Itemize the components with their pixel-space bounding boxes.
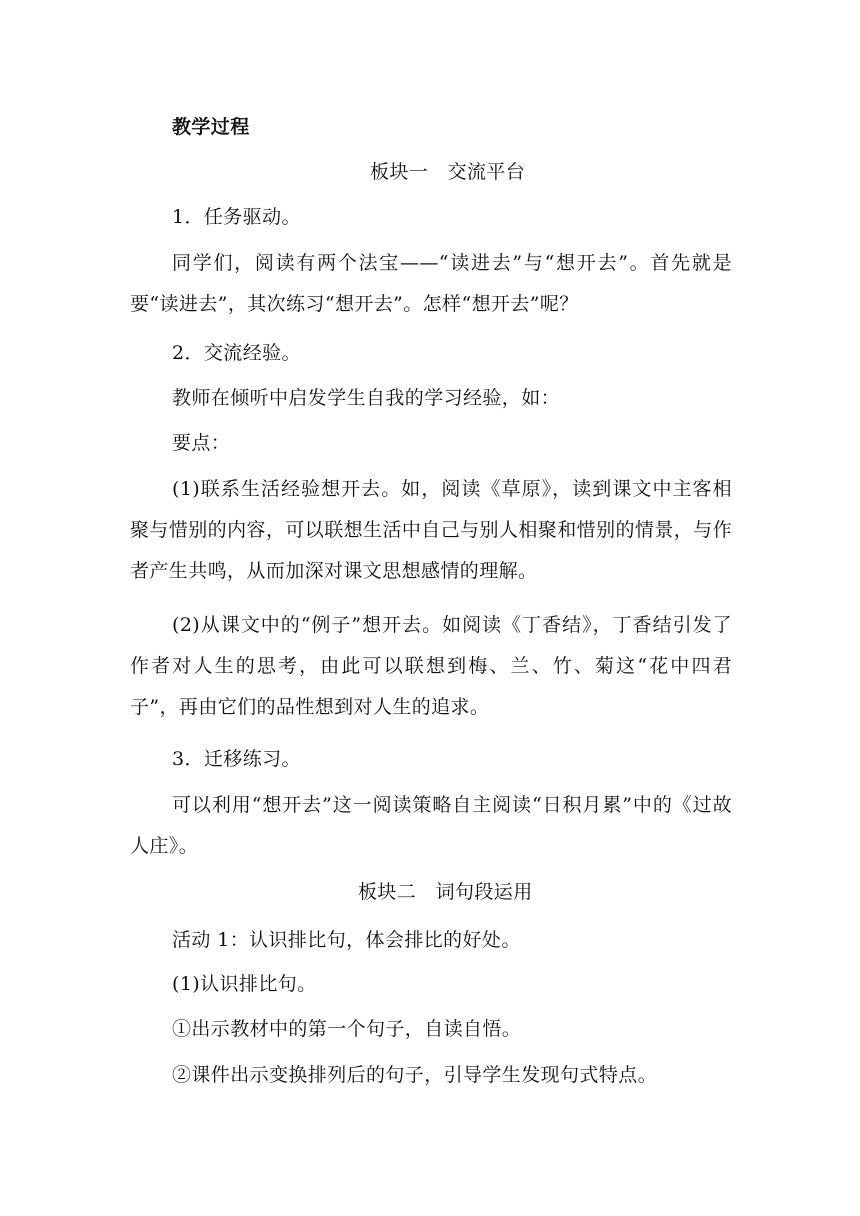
item3-heading: 3．迁移练习。 [172, 748, 301, 770]
item3-text: 可以利用“想开去”这一阅读策略自主阅读“日积月累”中的《过故人庄》。 [130, 794, 732, 857]
item1-text: 同学们，阅读有两个法宝——“读进去”与“想开去”。首先就是要“读进去”，其次练习“想开去”。怎样“想开去”呢？ [130, 252, 732, 315]
step1b-text: ②课件出示变换排列后的句子，引导学生发现句式特点。 [172, 1064, 658, 1086]
key-points-label: 要点： [172, 432, 231, 454]
item1-heading: 1．任务驱动。 [172, 206, 301, 228]
point1-text: (1)联系生活经验想开去。如，阅读《草原》，读到课文中主客相聚与惜别的内容，可以联想生活中自己与别人相聚和惜别的情景，与作者产生共鸣，从而加深对课文思想感情的理解。 [130, 478, 732, 582]
section-title: 教学过程 [172, 116, 250, 138]
item2-text: 教师在倾听中启发学生自我的学习经验，如： [172, 387, 561, 409]
item2-heading: 2．交流经验。 [172, 342, 301, 364]
step1-text: (1)认识排比句。 [172, 973, 317, 995]
block2-title: 板块二 词句段运用 [358, 881, 533, 903]
point2-text: (2)从课文中的“例子”想开去。如阅读《丁香结》，丁香结引发了作者对人生的思考，由此可以联想到梅、兰、竹、菊这“花中四君子”，再由它们的品性想到对人生的追求。 [130, 614, 732, 718]
step1a-text: ①出示教材中的第一个句子，自读自悟。 [172, 1018, 522, 1040]
activity1-text: 活动 1：认识排比句，体会排比的好处。 [172, 929, 521, 951]
block1-title: 板块一 交流平台 [370, 161, 526, 183]
